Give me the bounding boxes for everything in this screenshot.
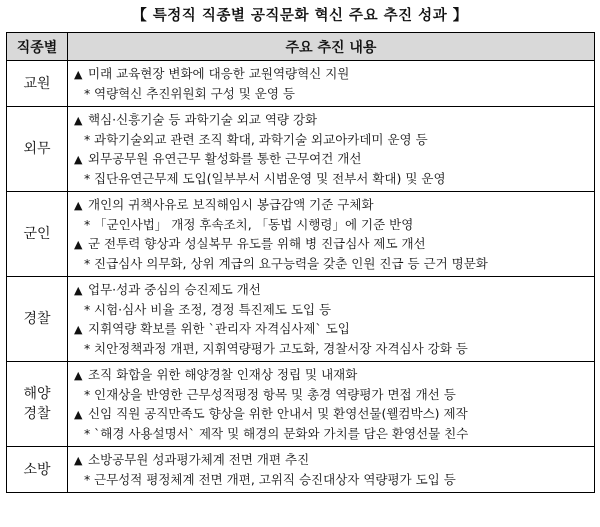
line-text: 진급심사 의무화, 상위 계급의 요구능력을 갖춘 인원 진급 등 근거 명문화 xyxy=(94,255,488,271)
asterisk-icon: * xyxy=(84,386,91,402)
detail-line xyxy=(74,470,590,490)
bullet-line xyxy=(74,319,590,339)
table-row xyxy=(7,277,595,362)
line-text: 군 전투력 향상과 성실복무 유도를 위해 병 진급심사 제도 개선 xyxy=(88,236,426,251)
table-row xyxy=(7,61,595,107)
detail-line xyxy=(74,254,590,274)
line-text: `해경 사용설명서` 제작 및 해경의 문화와 가치를 담은 환영선물 친수 xyxy=(94,425,469,441)
detail-line xyxy=(74,169,590,189)
bullet-line xyxy=(74,149,590,169)
page-title: 【 특정직 직종별 공직문화 혁신 주요 추진 성과 】 xyxy=(132,8,468,24)
header-content: 주요 추진 내용 xyxy=(68,33,595,61)
triangle-bullet-icon: ▲ xyxy=(74,199,83,212)
table-header-row xyxy=(7,33,595,61)
detail-line xyxy=(74,424,590,444)
line-text: 근무성적 평정체계 전면 개편, 고위직 승진대상자 역량평가 도입 등 xyxy=(94,471,456,487)
row-category: 해양 경찰 xyxy=(7,362,68,447)
detail-line xyxy=(74,215,590,235)
achievements-table xyxy=(6,32,595,493)
line-text: 시험·심사 비율 조정, 경정 특진제도 도입 등 xyxy=(94,301,332,317)
bullet-line xyxy=(74,64,590,84)
triangle-bullet-icon: ▲ xyxy=(74,68,83,81)
row-content xyxy=(68,447,595,493)
line-text: 지휘역량 확보를 위한 `관리자 자격심사제` 도입 xyxy=(88,321,350,336)
triangle-bullet-icon: ▲ xyxy=(74,408,83,421)
row-content xyxy=(68,277,595,362)
triangle-bullet-icon: ▲ xyxy=(74,114,83,127)
bullet-line xyxy=(74,450,590,470)
line-text: 집단유연근무제 도입(일부부서 시범운영 및 전부서 확대) 및 운영 xyxy=(94,170,446,186)
triangle-bullet-icon: ▲ xyxy=(74,153,83,166)
asterisk-icon: * xyxy=(84,301,91,317)
detail-line xyxy=(74,84,590,104)
row-content xyxy=(68,192,595,277)
asterisk-icon: * xyxy=(84,340,91,356)
asterisk-icon: * xyxy=(84,425,91,441)
asterisk-icon: * xyxy=(84,85,91,101)
line-text: 미래 교육현장 변화에 대응한 교원역량혁신 지원 xyxy=(88,66,350,81)
line-text: 외무공무원 유연근무 활성화를 통한 근무여건 개선 xyxy=(88,151,362,166)
asterisk-icon: * xyxy=(84,471,91,487)
table-row xyxy=(7,447,595,493)
asterisk-icon: * xyxy=(84,170,91,186)
row-category: 군인 xyxy=(7,192,68,277)
line-text: 신임 직원 공직만족도 향상을 위한 안내서 및 환영선물(웰컴박스) 제작 xyxy=(88,406,468,421)
table-row xyxy=(7,192,595,277)
triangle-bullet-icon: ▲ xyxy=(74,323,83,336)
asterisk-icon: * xyxy=(84,255,91,271)
asterisk-icon: * xyxy=(84,216,91,232)
table-row xyxy=(7,107,595,192)
line-text: 핵심·신흥기술 등 과학기술 외교 역량 강화 xyxy=(88,112,318,127)
triangle-bullet-icon: ▲ xyxy=(74,369,83,382)
row-content xyxy=(68,362,595,447)
line-text: 인재상을 반영한 근무성적평정 항목 및 총경 역량평가 면접 개선 등 xyxy=(94,386,456,402)
bullet-line xyxy=(74,110,590,130)
row-category: 소방 xyxy=(7,447,68,493)
header-category: 직종별 xyxy=(7,33,68,61)
row-content xyxy=(68,61,595,107)
row-category: 교원 xyxy=(7,61,68,107)
line-text: 소방공무원 성과평가체계 전면 개편 추진 xyxy=(88,452,310,467)
bullet-line xyxy=(74,234,590,254)
line-text: 개인의 귀책사유로 보직해임시 봉급감액 기준 구체화 xyxy=(88,197,374,212)
bullet-line xyxy=(74,280,590,300)
asterisk-icon: * xyxy=(84,131,91,147)
table-row xyxy=(7,362,595,447)
bullet-line xyxy=(74,195,590,215)
detail-line xyxy=(74,339,590,359)
detail-line xyxy=(74,300,590,320)
triangle-bullet-icon: ▲ xyxy=(74,454,83,467)
row-content xyxy=(68,107,595,192)
triangle-bullet-icon: ▲ xyxy=(74,284,83,297)
line-text: 과학기술외교 관련 조직 확대, 과학기술 외교아카데미 운영 등 xyxy=(94,131,428,147)
row-category: 경찰 xyxy=(7,277,68,362)
bullet-line xyxy=(74,365,590,385)
row-category: 외무 xyxy=(7,107,68,192)
line-text: 조직 화합을 위한 해양경찰 인재상 정립 및 내재화 xyxy=(88,367,358,382)
line-text: 치안정책과정 개편, 지휘역량평가 고도화, 경찰서장 자격심사 강화 등 xyxy=(94,340,468,356)
detail-line xyxy=(74,130,590,150)
bullet-line xyxy=(74,404,590,424)
detail-line xyxy=(74,385,590,405)
line-text: 업무·성과 중심의 승진제도 개선 xyxy=(88,282,261,297)
line-text: 「군인사법」 개정 후속조치, 「동법 시행령」에 기준 반영 xyxy=(94,216,414,232)
line-text: 역량혁신 추진위원회 구성 및 운영 등 xyxy=(94,85,295,101)
table-body xyxy=(7,61,595,493)
triangle-bullet-icon: ▲ xyxy=(74,238,83,251)
